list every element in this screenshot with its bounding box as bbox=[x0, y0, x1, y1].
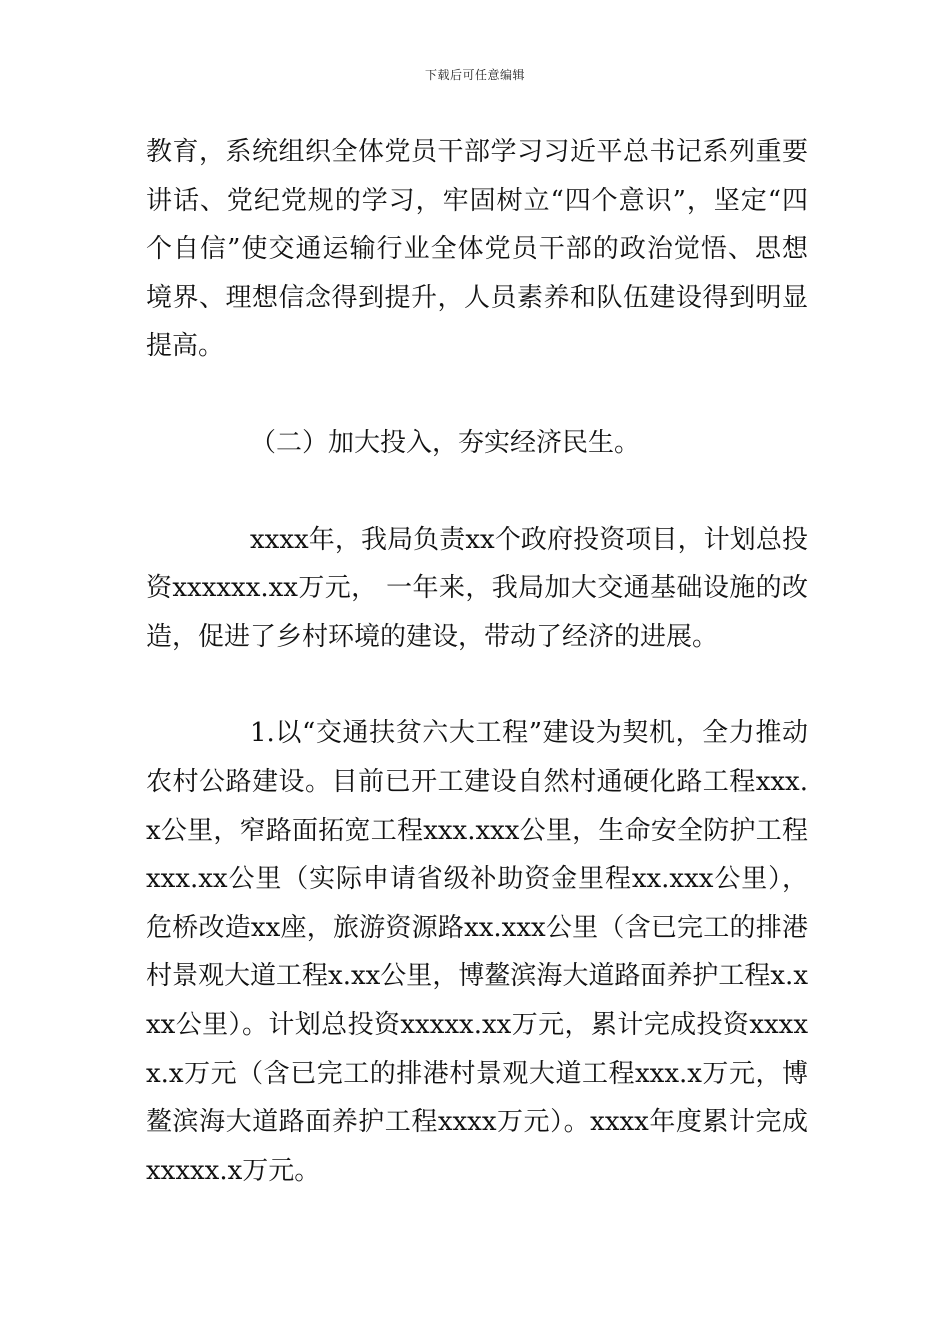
section-heading-investment: （二）加大投入，夯实经济民生。 bbox=[250, 427, 641, 458]
paragraph-education: 教育，系统组织全体党员干部学习习近平总书记系列重要讲话、党纪党规的学习，牢固树立“四个意识”，坚定“四个自信”使交通运输行业全体党员干部的政治觉悟、思想境界、理想信念得到提升，人员素养和队伍建设得到明显提高。 bbox=[146, 137, 808, 362]
paragraph-investment-summary: xxxx年，我局负责xx个政府投资项目，计划总投资xxxxxx.xx万元， 一年来，我局加大交通基础设施的改造，促进了乡村环境的建设，带动了经济的进展。 bbox=[146, 524, 808, 652]
paragraph-rural-roads: 1.以“交通扶贫六大工程”建设为契机，全力推动农村公路建设。目前已开工建设自然村通硬化路工程xxx.x公里，窄路面拓宽工程xxx.xxx公里，生命安全防护工程xxx.xx公里（实际申请省级补助资金里程xx.xxx公里），危桥改造xx座，旅游资源路xx.xxx公里（含已完工的排港村景观大道工程x.xx公里，博鳌滨海大道路面养护工程x.xxx公里）。计划总投资xxxxx.xx万元，累计完成投资xxxxx.x万元（含已完工的排港村景观大道工程xxx.x万元，博鳌滨海大道路面养护工程xxxx万元）。xxxx年度累计完成xxxxx.x万元。 bbox=[146, 718, 808, 1186]
document-body bbox=[146, 128, 808, 1195]
page-header: 下载后可任意编辑 bbox=[424, 68, 525, 82]
